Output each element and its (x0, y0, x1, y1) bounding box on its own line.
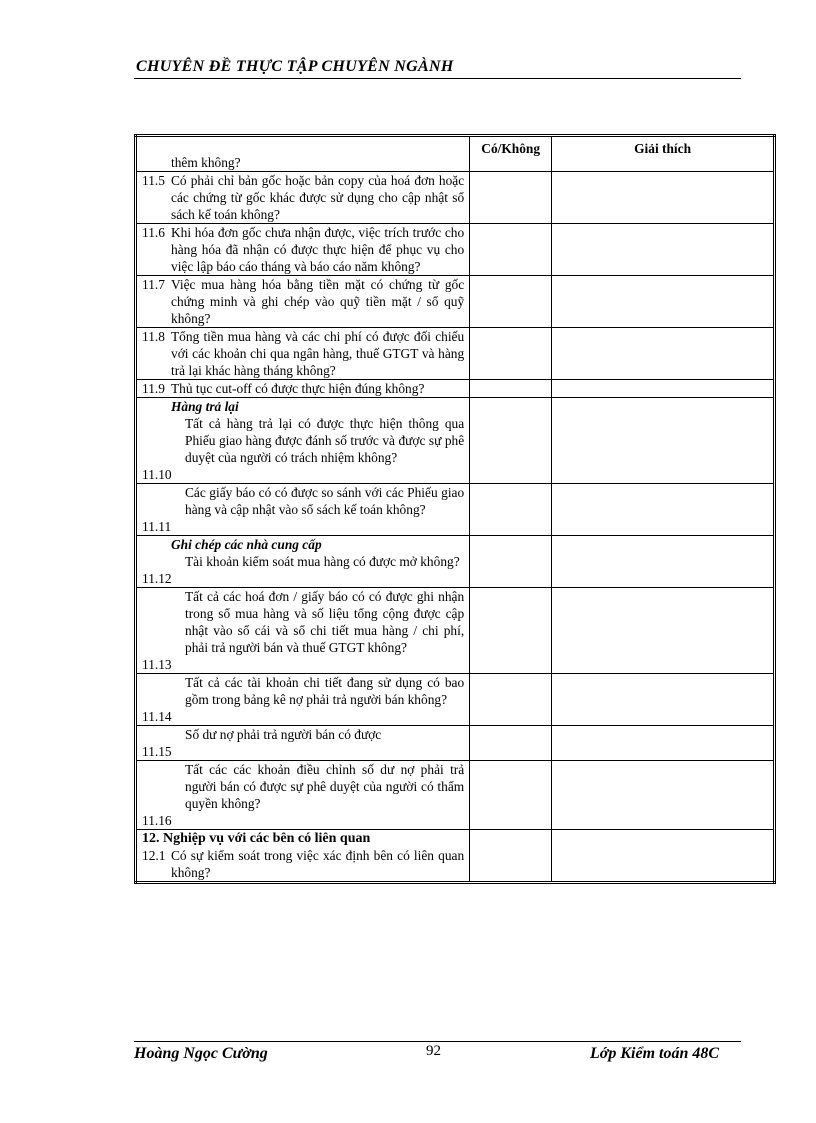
page-header-title: CHUYÊN ĐỀ THỰC TẬP CHUYÊN NGÀNH (136, 58, 454, 75)
item-number: 11.12 (142, 571, 172, 586)
item-text: Số dư nợ phải trả người bán có được (185, 727, 382, 742)
table-row (136, 830, 775, 883)
yes-no-cell[interactable] (470, 588, 552, 674)
table-row (136, 588, 775, 674)
table-row (136, 380, 775, 398)
table-row (136, 484, 775, 536)
yes-no-cell[interactable] (470, 276, 552, 328)
column-header-explanation: Giải thích (552, 136, 775, 172)
table-row (136, 726, 775, 761)
table-header-row (136, 136, 775, 172)
explanation-cell[interactable] (552, 830, 775, 883)
item-text: Tất cả hàng trả lại có được thực hiện thông qua Phiếu giao hàng được đánh số trước và được sự phê duyệt của người có trách nhiệm không? (185, 416, 465, 465)
explanation-cell[interactable] (552, 276, 775, 328)
item-text: Tổng tiền mua hàng và các chi phí có được đối chiếu với các khoản chi qua ngân hàng, thuế GTGT và hàng trả lại khác hàng tháng không? (171, 329, 465, 378)
footer-class-name: Lớp Kiểm toán 48C (590, 1045, 720, 1062)
yes-no-cell[interactable] (470, 726, 552, 761)
table-row (136, 398, 775, 484)
item-text: Việc mua hàng hóa bằng tiền mặt có chứng từ gốc chứng minh và ghi chép vào quỹ tiền mặt / sổ quỹ không? (171, 277, 465, 326)
subheading-returns: Hàng trả lại (171, 399, 239, 414)
explanation-cell[interactable] (552, 761, 775, 830)
section-heading-related-parties: 12. Nghiệp vụ với các bên có liên quan (142, 831, 371, 846)
item-text: Tài khoản kiểm soát mua hàng có được mở không? (185, 554, 460, 569)
item-text: Khi hóa đơn gốc chưa nhận được, việc trích trước cho hàng hóa đã nhận có được thực hiện để phục vụ cho việc lập báo cáo tháng và báo cáo năm không? (171, 225, 465, 274)
item-number: 11.13 (142, 657, 172, 672)
table-row (136, 761, 775, 830)
item-text: Tất các các khoản điều chỉnh số dư nợ phải trả người bán có được sự phê duyệt của người có thẩm quyền không? (185, 762, 465, 811)
header-divider (134, 78, 741, 79)
continuation-text: thêm không? (171, 155, 241, 170)
item-number: 11.8 (142, 329, 165, 344)
explanation-cell[interactable] (552, 726, 775, 761)
item-number: 11.15 (142, 744, 172, 759)
explanation-cell[interactable] (552, 380, 775, 398)
yes-no-cell[interactable] (470, 830, 552, 883)
item-number: 11.14 (142, 709, 172, 724)
table-row (136, 674, 775, 726)
yes-no-cell[interactable] (470, 224, 552, 276)
yes-no-cell[interactable] (470, 761, 552, 830)
item-text: Tất cả các hoá đơn / giấy báo có có được ghi nhận trong sổ mua hàng và số liệu tổng cộng được cập nhật vào sổ cái và sổ chi tiết mua hàng / chi phí, phải trả người bán và thuế GTGT không? (185, 589, 465, 655)
explanation-cell[interactable] (552, 536, 775, 588)
yes-no-cell[interactable] (470, 380, 552, 398)
item-text: Các giấy báo có có được so sánh với các Phiếu giao hàng và cập nhật vào sổ sách kế toán không? (185, 485, 465, 517)
continuation-cell (136, 136, 470, 172)
yes-no-cell[interactable] (470, 398, 552, 484)
footer-author: Hoàng Ngọc Cường (134, 1045, 268, 1062)
page-number: 92 (426, 1043, 441, 1059)
item-number: 11.9 (142, 381, 165, 396)
item-text: Tất cả các tài khoản chi tiết đang sử dụng có bao gồm trong bảng kê nợ phải trả người bán không? (185, 675, 465, 707)
explanation-cell[interactable] (552, 398, 775, 484)
item-number: 11.6 (142, 225, 165, 240)
footer-divider (134, 1041, 741, 1042)
table-row (136, 172, 775, 224)
explanation-cell[interactable] (552, 224, 775, 276)
audit-checklist-table (134, 134, 776, 884)
explanation-cell[interactable] (552, 588, 775, 674)
explanation-cell[interactable] (552, 328, 775, 380)
column-header-yes-no: Có/Không (470, 136, 552, 172)
table-row (136, 224, 775, 276)
explanation-cell[interactable] (552, 172, 775, 224)
item-number: 11.7 (142, 277, 165, 292)
explanation-cell[interactable] (552, 484, 775, 536)
yes-no-cell[interactable] (470, 484, 552, 536)
item-number: 11.16 (142, 813, 172, 828)
subheading-supplier-records: Ghi chép các nhà cung cấp (171, 537, 322, 552)
item-number: 12.1 (142, 848, 166, 863)
yes-no-cell[interactable] (470, 172, 552, 224)
item-number: 11.5 (142, 173, 165, 188)
item-text: Có phải chỉ bản gốc hoặc bản copy của hoá đơn hoặc các chứng từ gốc khác được sử dụng cho cập nhật sổ sách kế toán không? (171, 173, 465, 222)
item-number: 11.11 (142, 519, 172, 534)
table-row (136, 328, 775, 380)
yes-no-cell[interactable] (470, 328, 552, 380)
yes-no-cell[interactable] (470, 536, 552, 588)
table-row (136, 276, 775, 328)
yes-no-cell[interactable] (470, 674, 552, 726)
explanation-cell[interactable] (552, 674, 775, 726)
item-text: Có sự kiểm soát trong việc xác định bên có liên quan không? (171, 848, 465, 880)
item-text: Thủ tục cut-off có được thực hiện đúng không? (171, 381, 425, 396)
item-number: 11.10 (142, 467, 172, 482)
table-row (136, 536, 775, 588)
